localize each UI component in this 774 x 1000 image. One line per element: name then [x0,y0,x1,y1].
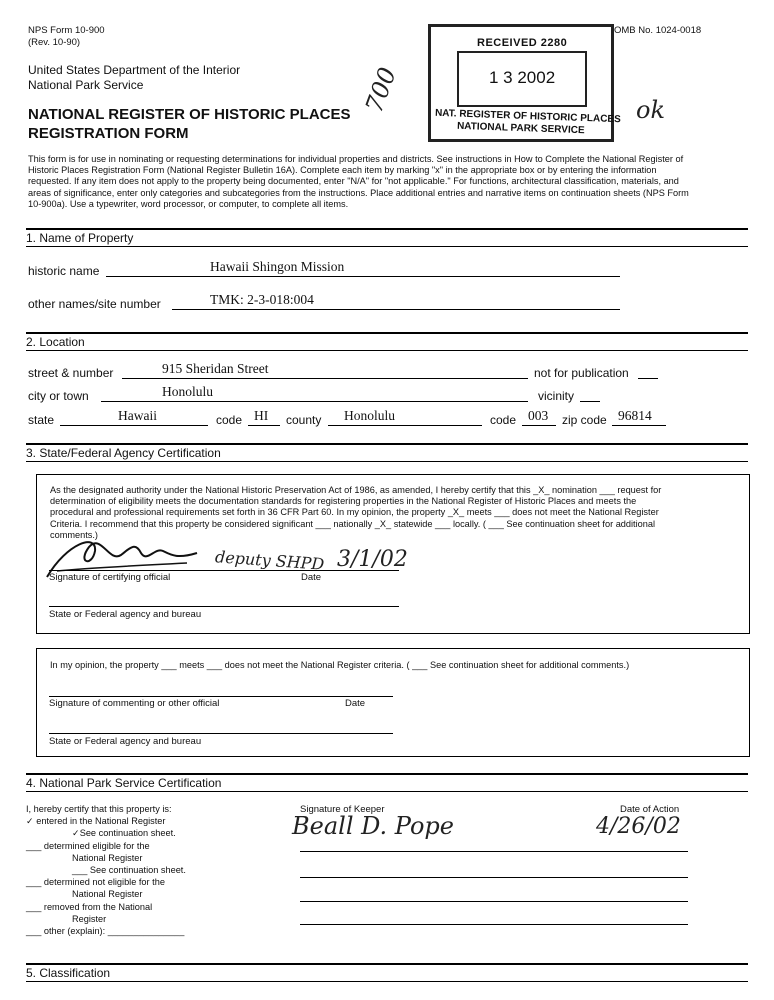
certifying-date-label: Date [301,572,322,583]
county-label: county [286,413,322,427]
county-code-label: code [490,413,517,427]
not-for-publication-field[interactable] [638,366,658,379]
section-2-title: 2. Location [26,335,85,349]
vicinity-label: vicinity [538,389,575,403]
stamp-line2: NATIONAL PARK SERVICE [456,120,585,137]
other-names-field[interactable] [172,292,620,310]
city-field[interactable] [101,384,528,402]
commenting-signature-label: Signature of commenting or other official [49,698,220,709]
historic-name-field[interactable] [106,259,620,277]
section-3-header [26,443,748,462]
option-eligible-continuation[interactable]: ___ See continuation sheet. [72,865,186,876]
certifying-signature-label: Signature of certifying official [49,572,171,583]
county-value: Honolulu [344,408,396,423]
option-not-eligible-sub: National Register [72,889,143,900]
handwritten-date: 3/1/02 [337,547,408,572]
option-entered[interactable]: ✓ entered in the National Register [26,816,166,827]
stamp-line1: NAT. REGISTER OF HISTORIC PLACES [434,107,621,126]
handwritten-ok: ok [636,96,665,124]
street-field[interactable] [122,361,528,379]
agency-label: State or Federal agency and bureau [49,609,202,620]
agency-line[interactable] [49,605,399,607]
stamp-received: RECEIVED 2280 [477,37,568,49]
section-2-header [26,332,748,351]
date-of-action-label: Date of Action [620,804,680,815]
other-names-label: other names/site number [28,297,161,311]
handwritten-title: deputy SHPD [214,547,325,574]
vicinity-field[interactable] [580,389,600,402]
state-field[interactable] [60,408,208,426]
comment-box [36,648,750,757]
state-value: Hawaii [118,408,157,423]
option-removed[interactable]: ___ removed from the National [26,901,153,912]
section-4-header [26,773,748,792]
cert-line: Criteria. I recommend that this property be considered significant ___ nationally _X_ statewide ___ locally. ( ___ See continuation sheet for additional [50,518,656,529]
zip-field[interactable] [612,408,666,426]
keeper-line-4[interactable] [300,923,688,925]
action-date: 4/26/02 [596,814,681,839]
county-field[interactable] [328,408,482,426]
commenting-date-label: Date [345,698,366,709]
intro-paragraph [28,154,758,210]
certify-text: I, hereby certify that this property is: [26,804,172,814]
state-label: state [28,413,55,427]
other-names-value: TMK: 2-3-018:004 [210,292,314,307]
department: United States Department of the Interior [28,63,241,77]
intro-line: This form is for use in nominating or requesting determinations for individual properties and districts. See instructions in How to Complete the National Register of [28,154,684,164]
city-label: city or town [28,389,89,403]
county-code-value: 003 [528,408,549,423]
not-for-publication-label: not for publication [534,366,629,380]
intro-line: Historic Places Registration Form (National Register Bulletin 16A). Complete each item by marking "x" in the appropriate box or by entering the information [28,165,657,176]
zip-label: zip code [562,413,607,427]
omb-number: OMB No. 1024-0018 [614,25,702,36]
street-value: 915 Sheridan Street [162,361,269,376]
option-eligible-sub: National Register [72,852,143,863]
zip-value: 96814 [618,408,652,423]
historic-name-label: historic name [28,264,100,278]
form-title: NATIONAL REGISTER OF HISTORIC PLACES [28,106,351,123]
stamp-date-box [457,51,587,107]
keeper-signature: Beall D. Pope [292,812,454,840]
commenting-signature-line[interactable] [49,695,393,697]
agency2-label: State or Federal agency and bureau [49,736,202,747]
cert-line: comments.) [50,529,98,540]
keeper-line-1[interactable] [300,850,688,852]
keeper-line-2[interactable] [300,876,688,878]
historic-name-value: Hawaii Shingon Mission [210,259,345,274]
section-4-title: 4. National Park Service Certification [26,776,222,790]
received-stamp [428,24,621,142]
margin-handwriting: 700 [359,63,402,117]
county-code-field[interactable] [522,408,556,426]
service: National Park Service [28,78,144,92]
intro-line: 10-900a). Use a typewriter, word processor, or computer, to complete all items. [28,198,349,209]
certifying-signature-line[interactable] [49,569,399,571]
form-revision: (Rev. 10-90) [28,37,81,48]
stamp-date: 1 3 2002 [489,68,556,87]
form-subtitle: REGISTRATION FORM [28,125,189,142]
option-eligible[interactable]: ___ determined eligible for the [26,840,150,851]
keeper-signature-label: Signature of Keeper [300,804,385,815]
form-number: NPS Form 10-900 [28,25,105,36]
section-1-title: 1. Name of Property [26,231,134,245]
state-code-value: HI [254,408,269,423]
option-removed-sub: Register [72,913,107,924]
cert-line: determination of eligibility meets the documentation standards for registering properties in the National Register of Historic Places and meets the [50,496,637,507]
option-other[interactable]: ___ other (explain): _______________ [26,926,185,937]
opinion-text: In my opinion, the property ___ meets ___ does not meet the National Register criteria. ( ___ See continuation sheet for additional comments.) [50,660,630,670]
city-value: Honolulu [162,384,214,399]
state-code-field[interactable] [248,408,280,426]
keeper-options [26,803,186,937]
section-5-header [26,963,748,982]
state-code-label: code [216,413,243,427]
keeper-line-3[interactable] [300,900,688,902]
option-entered-continuation[interactable]: ✓See continuation sheet. [72,828,176,839]
street-label: street & number [28,366,114,380]
agency2-line[interactable] [49,732,393,734]
option-not-eligible[interactable]: ___ determined not eligible for the [26,877,165,888]
section-1-header [26,228,748,247]
cert-line: As the designated authority under the National Historic Preservation Act of 1986, as amended, I hereby certify that this _X_ nomination ___ request for [50,485,662,495]
cert-line: procedural and professional requirements set forth in 36 CFR Part 60. In my opinion, the property _X_ meets ___ does not meet the National Register [50,507,659,518]
intro-line: areas of significance, enter only categories and subcategories from the instructions. Place additional entries and narrative items on continuation sheets (NPS Form [28,187,689,198]
section-5-title: 5. Classification [26,966,111,980]
certification-box [36,474,750,634]
section-3-title: 3. State/Federal Agency Certification [26,446,221,460]
intro-line: requested. If any item does not apply to the property being documented, enter "N/A" for "not applicable." For functions, architectural classification, materials, and [28,176,679,187]
